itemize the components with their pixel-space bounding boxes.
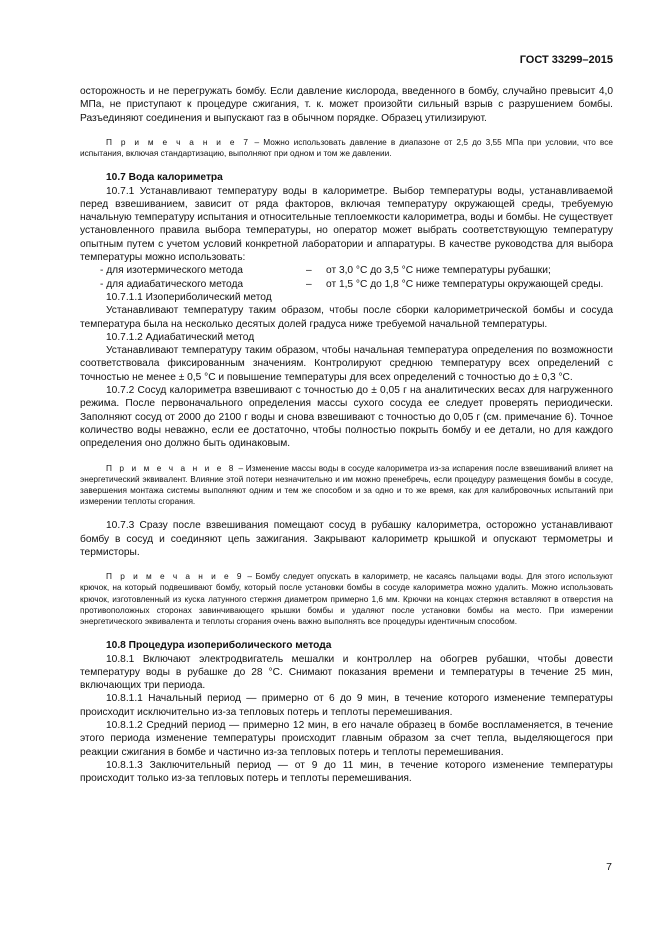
paragraph-10-8-1: 10.8.1 Включают электродвигатель мешалки и контроллер на обогрев рубашки, чтобы довести температуру воды в рубашке до 28 °С. Снимают показания времени и температуры в течение 25 мин, включающих три периода. <box>80 653 613 692</box>
note-8-text: – Изменение массы воды в сосуде калориметра из-за испарения после взвешиваний влияет на энергетический эквивалент. Влияние этой потери незначительно и им можно пренебречь, если процедуру размещения бомбы в сосуде, завершения монтажа системы выполняют одним и тем же способом и за одно и то же время, как для калибровочных испытаний при измерении теплоты сгорания. <box>80 462 613 507</box>
list-item-method: - для адиабатического метода <box>100 278 244 290</box>
heading-10-8: 10.8 Процедура изопериболического метода <box>106 640 332 652</box>
page-content <box>80 85 613 786</box>
list-item-adiabatic <box>80 278 613 291</box>
note-7 <box>80 137 613 159</box>
paragraph-10-7-3: 10.7.3 Сразу после взвешивания помещают сосуд в рубашку калориметра, осторожно устанавливают бомбу в сосуд и соединяют цепь зажигания. Закрывают калориметр крышкой и опускают термометры и термисторы. <box>80 520 613 558</box>
note-9 <box>80 571 613 627</box>
paragraph-10-8-1-2: 10.8.1.2 Средний период — примерно 12 мин, в его начале образец в бомбе воспламеняется, в течение этого периода изменение температуры происходит главным образом за счет тепла, выделяющегося при реакции сжигания в бомбе и частично из-за тепловых потерь и теплоты перемешивания. <box>80 720 613 758</box>
list-item-value: от 1,5 °С до 1,8 °С ниже температуры окружающей среды. <box>326 278 604 290</box>
paragraph-10-7-1: 10.7.1 Устанавливают температуру воды в калориметре. Выбор температуры воды, устанавливаемой перед взвешиванием, зависит от ряда факторов, включая температуру окружающей среды, требуемую начальную температуру испытания и относительные теплоемкости калориметра, воды и бомбы. Не существует установленного правила выбора температуры, но оператор может выбрать соответствующую температуру опытным путем с учетом условий конкретной лаборатории и аппаратуры. В качестве руководства для выбора температуры можно использовать: <box>80 185 613 264</box>
note-8-label: П р и м е ч а н и е 8 <box>106 462 236 473</box>
note-8 <box>80 463 613 508</box>
list-item-dash: – <box>306 278 312 290</box>
subheading-10-7-1-2: 10.7.1.2 Адиабатический метод <box>106 331 255 343</box>
list-item-method: - для изотермического метода <box>100 265 243 277</box>
paragraph-10-8-1-3: 10.8.1.3 Заключительный период — от 9 до 11 мин, в течение которого изменение температуры происходит только из-за тепловых потерь и теплоты перемешивания. <box>80 759 613 785</box>
list-item-value: от 3,0 °С до 3,5 °С ниже температуры рубашки; <box>326 265 551 277</box>
list-item-isothermal <box>80 264 613 277</box>
note-7-label: П р и м е ч а н и е 7 <box>106 136 251 147</box>
paragraph-10-8-1-1: 10.8.1.1 Начальный период — примерно от 6 до 9 мин, в течение которого изменение температуры происходит исключительно из-за тепловых потерь и теплоты перемешивания. <box>80 693 613 718</box>
paragraph-10-7-1-1: Устанавливают температуру таким образом, чтобы после сборки калориметрической бомбы и сосуда температура была на несколько десятых долей градуса ниже требуемой начальной температуры. <box>80 305 613 330</box>
standard-header: ГОСТ 33299–2015 <box>519 54 613 66</box>
note-9-label: П р и м е ч а н и е 9 <box>106 571 244 582</box>
page-number: 7 <box>606 861 612 873</box>
paragraph-10-7-1-2: Устанавливают температуру таким образом, чтобы начальная температура определения по возможности соответствовала фиксированным значениям. Контролируют среднюю температуру всех определений с точностью не менее ± 0,5 °С и повышение температуры для всех определений с точностью до ± 0,3 °С. <box>80 345 613 383</box>
heading-10-7: 10.7 Вода калориметра <box>106 172 223 184</box>
note-9-text: – Бомбу следует опускать в калориметр, не касаясь пальцами воды. Для этого используют крючок, на который подвешивают бомбу, который после установки бомбы в сосуде калориметра можно удалить. Можно использовать крючок, изготовленный из куска латунного стержня диаметром примерно 1,6 мм. Крючки на концах стержня вставляют в отверстия на противоположных сторонах завинчивающего крышки бомбы и удаляют после установки бомбы на место. При измерении энергетического эквивалента и теплоты сгорания очень важно выполнять все процедуры идентичным способом. <box>80 571 613 627</box>
note-7-text: – Можно использовать давление в диапазоне от 2,5 до 3,55 МПа при условии, что все испытания, включая стандартизацию, выполняют при одном и том же давлении. <box>80 136 613 159</box>
paragraph-intro: осторожность и не перегружать бомбу. Если давление кислорода, введенного в бомбу, случайно превысит 4,0 МПа, не приступают к процедуре сжигания, т. к. может произойти сильный взрыв с разрушением бомбы. Разъединяют соединения и выпускают газ в обычном порядке. Образец утилизируют. <box>80 86 613 124</box>
paragraph-10-7-2: 10.7.2 Сосуд калориметра взвешивают с точностью до ± 0,05 г на аналитических весах для нагруженного режима. После первоначального определения массы сухого сосуда ее следует проверять периодически. Заполняют сосуд от 2000 до 2100 г воды и снова взвешивают с точностью до 0,05 г (см. примечание 6). Точное количество воды неважно, если ее достаточно, чтобы полностью покрыть бомбу и ее детали, но для каждого определения оно должно быть одинаковым. <box>80 385 613 450</box>
list-item-dash: – <box>306 265 312 277</box>
subheading-10-7-1-1: 10.7.1.1 Изопериболический метод <box>106 291 272 303</box>
